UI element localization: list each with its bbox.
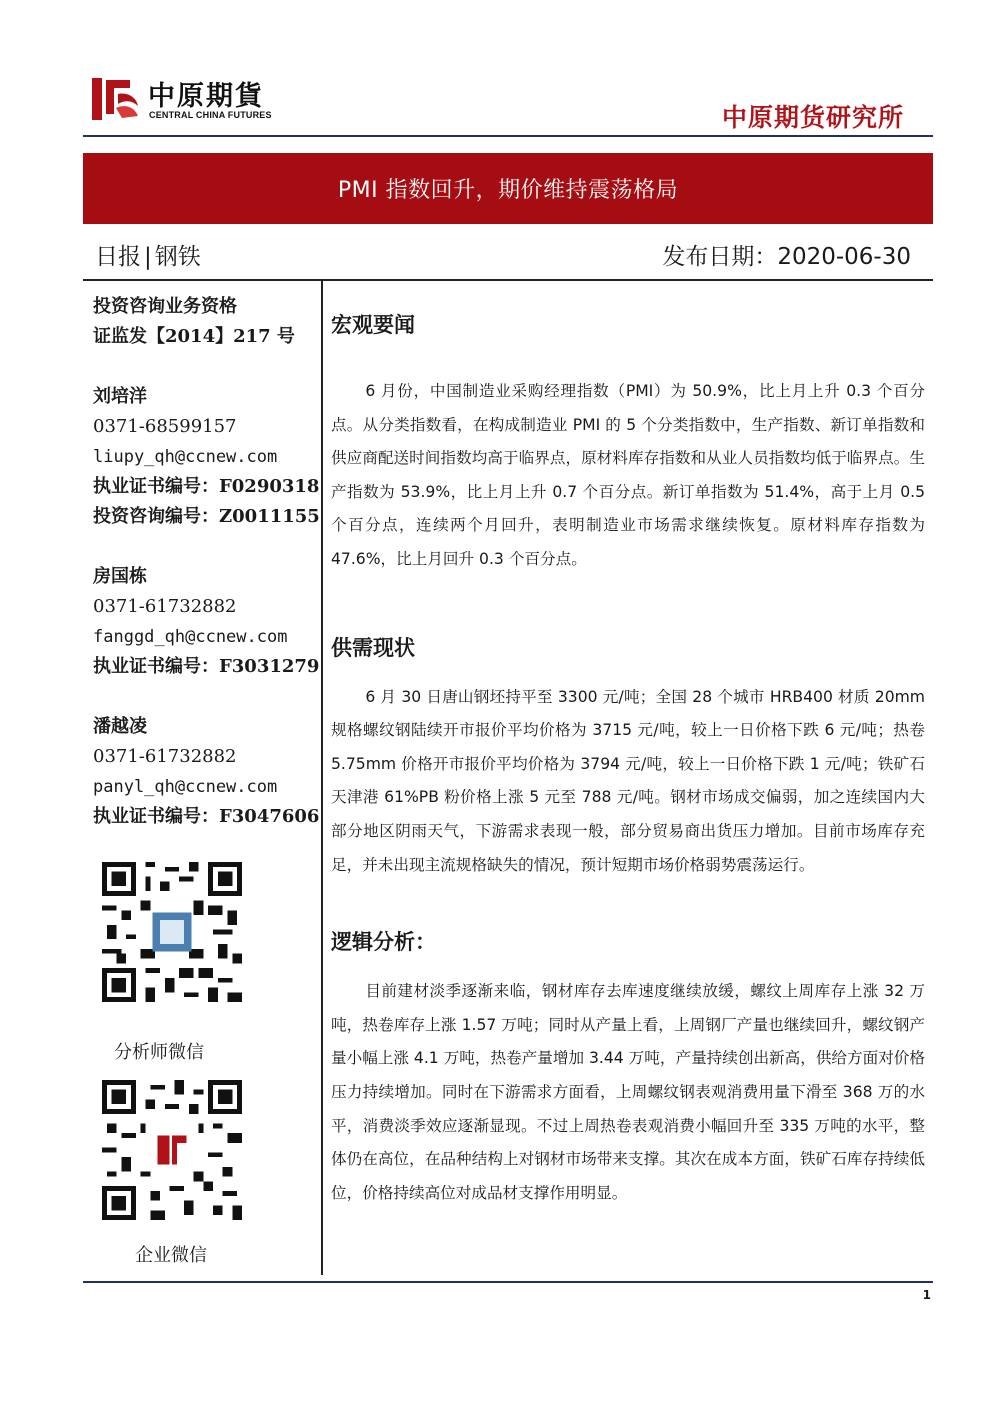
qr-company-caption: 企业微信 — [135, 1245, 207, 1266]
separator: | — [144, 244, 152, 270]
analyst-email[interactable]: fanggd_qh@ccnew.com — [93, 627, 288, 647]
subheader — [83, 236, 933, 274]
logo-text-en: CENTRAL CHINA FUTURES — [149, 110, 272, 120]
column-divider — [321, 281, 323, 1275]
section-body: 6 月 30 日唐山钢坯持平至 3300 元/吨；全国 28 个城市 HRB400 材质 20mm 规格螺纹钢陆续开市报价平均价格为 3715 元/吨，较上一日价格下跌 6 元/吨；热卷 5.75mm 价格开市报价平均价格为 3794 元/吨，较上一日价格下跌 1 元/吨；铁矿石天津港 61%PB 粉价格上涨 5 元至 788 元/吨。钢材市场成交偏弱，加之连续国内大部分地区阴雨天气，下游需求表现一般，部分贸易商出货压力增加。目前市场库存充足，并未出现主流规格缺失的情况，预计短期市场价格弱势震荡运行。 — [331, 687, 925, 874]
qr-code-icon — [102, 1080, 242, 1220]
qr-code-icon — [102, 862, 242, 1002]
analyst-phone: 0371-61732882 — [93, 746, 237, 767]
analyst-name: 潘越凌 — [93, 716, 147, 737]
sidebar — [93, 292, 321, 832]
analyst-cert: 执业证书编号：F0290318 — [93, 476, 320, 497]
analyst-name: 刘培洋 — [93, 386, 147, 407]
analyst-advisory: 投资咨询编号：Z0011155 — [93, 506, 320, 527]
analyst-phone: 0371-68599157 — [93, 416, 237, 437]
analyst-name: 房国栋 — [93, 566, 147, 587]
header-rule — [83, 135, 933, 137]
title-banner — [83, 153, 933, 224]
section-title: 供需现状 — [331, 635, 415, 660]
company-logo — [92, 72, 292, 128]
publish-date — [662, 238, 911, 271]
analyst-cert: 执业证书编号：F3047606 — [93, 806, 320, 827]
report-kind: 日报 — [95, 244, 141, 270]
logo-mark-icon — [92, 74, 140, 122]
analyst-cert: 执业证书编号：F3031279 — [93, 656, 320, 677]
analyst-email[interactable]: panyl_qh@ccnew.com — [93, 777, 278, 797]
report-title: PMI 指数回升，期价维持震荡格局 — [337, 178, 679, 203]
analyst-email[interactable]: liupy_qh@ccnew.com — [93, 447, 278, 467]
section-body: 目前建材淡季逐渐来临，钢材库存去库速度继续放缓，螺纹上周库存上涨 32 万吨，热卷库存上涨 1.57 万吨；同时从产量上看，上周钢厂产量也继续回升，螺纹钢产量小幅上涨 4.1 万吨，热卷产量增加 3.44 万吨，产量持续创出新高，供给方面对价格压力持续增加。同时在下游需求方面看，上周螺纹钢表观消费用量下滑至 368 万的水平，消费淡季效应逐渐显现。不过上周热卷表观消费小幅回升至 335 万吨的水平，整体仍在高位，在品种结构上对钢材市场带来支撑。其次在成本方面，铁矿石库存持续低位，价格持续高位对成品材支撑作用明显。 — [331, 982, 925, 1202]
section-body: 6 月份，中国制造业采购经理指数（PMI）为 50.9%，比上月上升 0.3 个百分点。从分类指数看，在构成制造业 PMI 的 5 个分类指数中，生产指数、新订单指数和供应商配送时间指数均高于临界点，原材料库存指数和从业人员指数均低于临界点。生产指数为 53.9%，比上月上升 0.7 个百分点。新订单指数为 51.4%，高于上月 0.5 个百分点，连续两个月回升，表明制造业市场需求继续恢复。原材料库存指数为 47.6%，比上月回升 0.3 个百分点。 — [331, 382, 925, 568]
analyst-phone: 0371-61732882 — [93, 596, 237, 617]
subheader-rule — [83, 279, 933, 281]
logo-text-cn: 中原期貨 — [148, 81, 264, 112]
qr-analyst-caption: 分析师微信 — [114, 1042, 204, 1063]
institute-name: 中原期货研究所 — [721, 103, 904, 132]
report-type — [95, 238, 201, 271]
section-title: 宏观要闻 — [331, 313, 415, 337]
report-category: 钢铁 — [154, 244, 201, 270]
main-content — [331, 310, 925, 1210]
qualification-line: 投资咨询业务资格 — [93, 296, 237, 317]
section-title: 逻辑分析： — [331, 930, 436, 955]
page-number: 1 — [922, 1288, 931, 1302]
license-line: 证监发【2014】217 号 — [93, 326, 295, 347]
footer-rule — [83, 1281, 933, 1283]
publish-date-label: 发布日期： — [662, 244, 778, 270]
publish-date-value: 2020-06-30 — [777, 244, 911, 270]
